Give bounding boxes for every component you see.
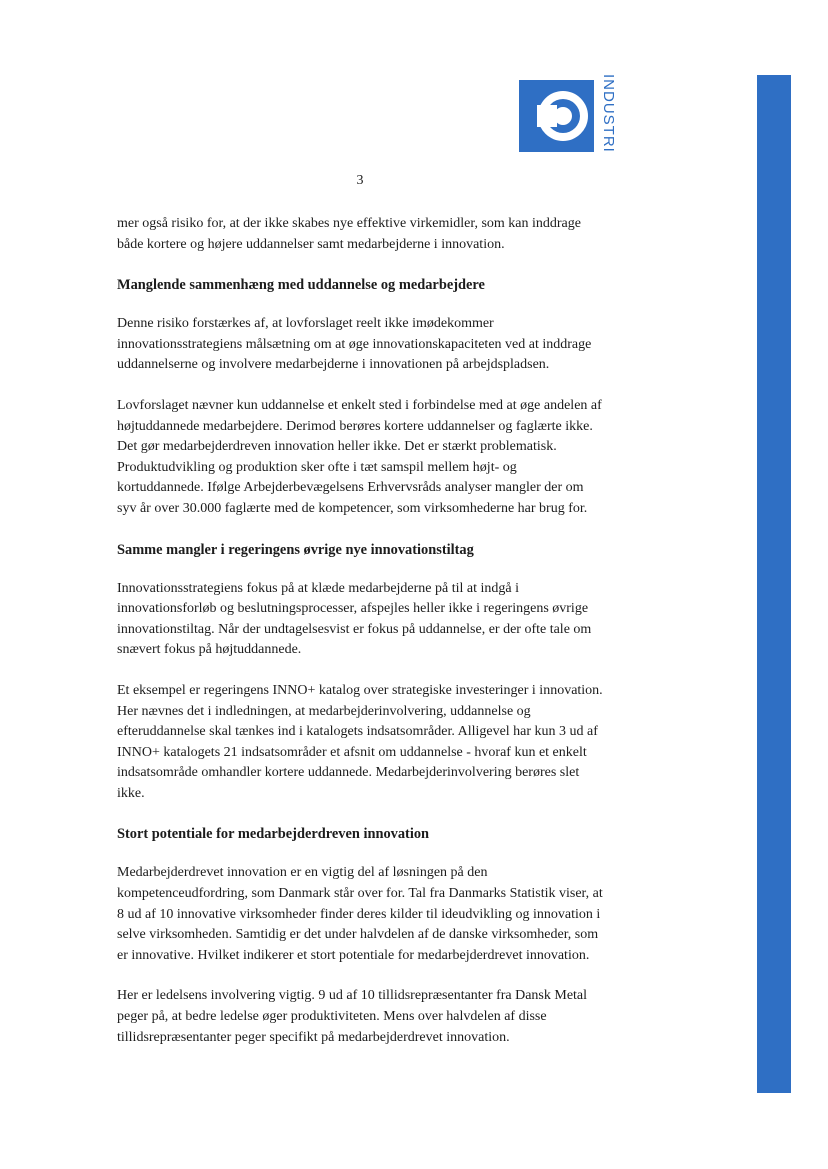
paragraph: Denne risiko forstærkes af, at lovforslaget reelt ikke imødekommer innovationsstrategiens målsætning om at øge innovationskapaciteten ved at inddrage uddannelserne og involvere medarbejderne i innovationen på arbejdspladsen. [117, 316, 592, 373]
logo-wordmark: INDUSTRI [600, 74, 617, 153]
paragraph: Innovationsstrategiens fokus på at klæde medarbejderne på til at indgå i innovationsforløb og beslutningsprocesser, afspejles heller ikke i regeringens øvrige innovationstiltag. Når der undtagelsesvist er fokus på uddannelse, er der ofte tale om snævert fokus på højtuddannede. [117, 580, 592, 658]
document-body [117, 214, 603, 1068]
section-heading: Samme mangler i regeringens øvrige nye innovationstiltag [117, 541, 474, 558]
blue-margin-bar [757, 75, 791, 1093]
paragraph: Et eksempel er regeringens INNO+ katalog over strategiske investeringer i innovation. Her nævnes det i indledningen, at medarbejderinvolvering, uddannelse og efteruddannelse skal tænkes ind i katalogets indsatsområder. Alligevel har kun 3 ud af INNO+ katalogets 21 indsatsområder et afsnit om uddannelse - hvoraf kun et enkelt indsatsområde omhandler kortere uddannede. Medarbejderinvolvering berøres slet ikke. [117, 682, 603, 801]
paragraph: mer også risiko for, at der ikke skabes nye effektive virkemidler, som kan inddrage både kortere og højere uddannelser samt medarbejderne i innovation. [117, 216, 581, 252]
paragraph: Lovforslaget nævner kun uddannelse et enkelt sted i forbindelse med at øge andelen af højtuddannede medarbejdere. Derimod berøres kortere uddannelser og faglærte ikke. Det gør medarbejderdreven innovation heller ikke. Det er stærkt problematisk. Produktudvikling og produktion sker ofte i tæt samspil mellem højt- og kortuddannede. Ifølge Arbejderbevægelsens Erhvervsråds analyser mangler der om syv år over 30.000 faglærte med de kompetencer, som virksomhederne har brug for. [117, 397, 602, 516]
section-heading: Stort potentiale for medarbejderdreven innovation [117, 826, 430, 843]
paragraph: Her er ledelsens involvering vigtig. 9 ud af 10 tillidsrepræsentanter fra Dansk Metal peger på, at bedre ledelse øger produktiviteten. Mens over halvdelen af disse tillidsrepræsentanter peger specifikt på medarbejderdrevet innovation. [117, 988, 588, 1045]
page-number: 3 [356, 173, 364, 188]
section-heading: Manglende sammenhæng med uddannelse og medarbejdere [117, 277, 485, 294]
paragraph: Medarbejderdrevet innovation er en vigtig del af løsningen på den kompetenceudfordring, som Danmark står over for. Tal fra Danmarks Statistik viser, at 8 ud af 10 innovative virksomheder finder deres kilder til ideudvikling og innovation i selve virksomheden. Samtidig er det under halvdelen af de danske virksomheder, som er innovative. Hvilket indikerer et stort potentiale for medarbejderdrevet innovation. [117, 865, 603, 963]
